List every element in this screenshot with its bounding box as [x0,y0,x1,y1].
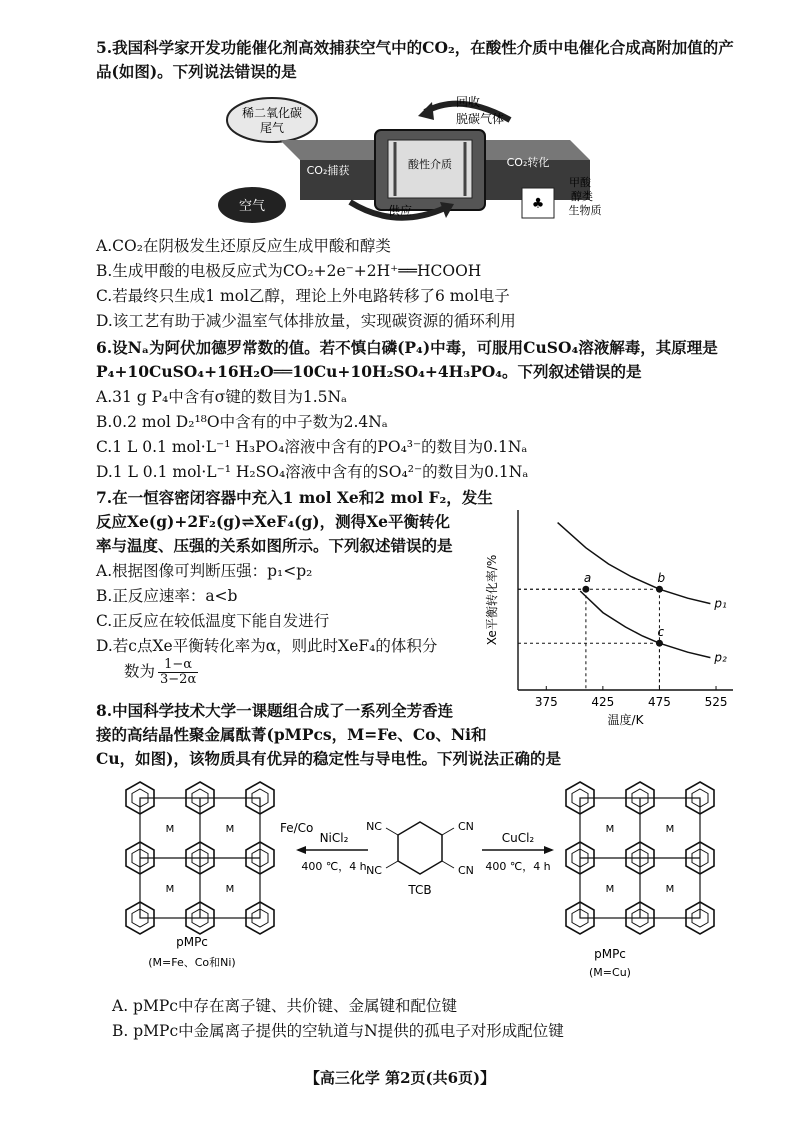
frac-denominator: 3−2α [160,672,197,687]
x-tick-label: 425 [591,695,615,709]
q7-stem-line2: 反应Xe(g)+2F₂(g)⇌XeF₄(g)，测得Xe平衡转化 [96,512,451,531]
q6-option-b: B.0.2 mol D₂¹⁸O中含有的中子数为2.4Nₐ [96,413,388,431]
convert-label: CO₂转化 [506,156,550,169]
nc-label: NC [366,864,382,877]
cond-right: 400 ℃，4 h [485,860,551,873]
q8-stem-line1: 8.中国科学技术大学一课题组合成了一系列全芳香连 [96,701,454,720]
left-polymer-structure [126,782,274,934]
cn-label: CN [458,820,474,833]
supply-label: 供应 [387,204,413,218]
q8-stem-line3: Cu，如图)，该物质具有优异的稳定性与导电性。下列说法正确的是 [96,749,561,768]
svg-text:♣: ♣ [531,196,545,212]
reagent-nicl2: NiCl₂ [319,831,349,845]
metal-center: M [605,824,615,835]
series-label: p₂ [714,650,727,665]
q7-stem-line3: 率与温度、压强的关系如图所示。下列叙述错误的是 [96,536,453,555]
q7-option-b: B.正反应速率：a<b [96,587,238,605]
q5-option-a: A.CO₂在阴极发生还原反应生成甲酸和醇类 [96,237,391,255]
point-b [656,586,663,593]
acid-label: 酸性介质 [408,158,452,171]
left-product-name: pMPc [176,935,208,949]
xe-conversion-chart [478,500,743,740]
co2-process-diagram [210,90,610,230]
q5-option-c: C.若最终只生成1 mol乙醇，理论上外电路转移了6 mol电子 [96,287,510,305]
product-biomass: 生物质 [568,204,602,217]
q7-stem-line1: 7.在一恒容密闭容器中充入1 mol Xe和2 mol F₂，发生 [96,488,493,507]
x-tick-label: 525 [704,695,728,709]
point-c [656,640,663,647]
q6-option-c: C.1 L 0.1 mol·L⁻¹ H₃PO₄溶液中含有的PO₄³⁻的数目为0.1Nₐ [96,438,528,456]
q7-option-a: A.根据图像可判断压强：p₁<p₂ [96,562,313,580]
q6-stem-line1: 6.设Nₐ为阿伏加德罗常数的值。若不慎白磷(P₄)中毒，可服用CuSO₄溶液解毒，其原理是 [96,338,718,357]
q8-option-b: B. pMPc中金属离子提供的空轨道与N提供的孤电子对形成配位键 [112,1022,564,1040]
q5-option-b: B.生成甲酸的电极反应式为CO₂+2e⁻+2H⁺══HCOOH [96,262,482,280]
x-tick-label: 375 [534,695,558,709]
metal-center: M [665,884,675,895]
cloud-diluted-co2 [227,98,317,142]
recycle-label: 回收 [455,95,481,109]
q8-option-a: A. pMPc中存在离子键、共价键、金属键和配位键 [112,997,457,1015]
q7-option-c: C.正反应在较低温度下能自发进行 [96,612,330,630]
metal-center: M [665,824,675,835]
q6-option-a: A.31 g P₄中含有σ键的数目为1.5Nₐ [96,388,348,406]
cloud-label: 稀二氧化碳 [241,106,303,120]
q5-stem-line1: 5.我国科学家开发功能催化剂高效捕获空气中的CO₂，在酸性介质中电催化合成高附加值的产 [96,38,734,57]
metal-center: M [165,824,175,835]
q5-option-d: D.该工艺有助于减少温室气体排放量，实现碳资源的循环利用 [96,312,516,330]
product-formic: 甲酸 [569,176,591,189]
right-product-name: pMPc [594,947,626,961]
q8-stem-line2: 接的高结晶性聚金属酞菁(pMPcs，M=Fe、Co、Ni和 [96,725,487,744]
q7-option-d: D.若c点Xe平衡转化率为α，则此时XeF₄的体积分 [96,637,438,655]
series-line-2 [580,591,710,658]
pmpc-synthesis-diagram [100,770,740,985]
point-label: c [657,625,665,640]
left-product-sub: (M=Fe、Co和Ni) [148,956,236,969]
metal-center: M [605,884,615,895]
right-polymer-structure [566,782,714,934]
metal-center: M [165,884,175,895]
air-label: 空气 [238,199,266,214]
q7-option-d-cont [124,658,201,687]
reagent-cucl2: CuCl₂ [501,831,535,845]
page-footer: 【高三化学 第2页(共6页)】 [304,1069,496,1087]
x-axis-label: 温度/K [607,713,644,727]
cond-left: 400 ℃，4 h [301,860,367,873]
point-label: a [583,571,592,586]
metal-center: M [225,824,235,835]
nc-label: NC [366,820,382,833]
q6-option-d: D.1 L 0.1 mol·L⁻¹ H₂SO₄溶液中含有的SO₄²⁻的数目为0.1Nₐ [96,463,529,481]
right-product-sub: (M=Cu) [589,966,631,979]
capture-label: CO₂捕获 [306,164,350,177]
product-alcohol: 醇类 [571,190,593,203]
tcb-molecule [386,822,454,874]
x-tick-label: 475 [647,695,671,709]
q7-frac-prefix: 数为 [124,662,156,681]
q5-stem-line2: 品(如图)。下列说法错误的是 [96,62,297,81]
frac-numerator: 1−α [158,658,198,673]
left-metal-label: Fe/Co [280,821,314,835]
point-label: b [657,571,666,586]
decarbon-label: 脱碳气体 [455,112,505,126]
tcb-label: TCB [408,883,432,897]
cn-label: CN [458,864,474,877]
y-axis-label: Xe平衡转化率/% [485,554,499,646]
series-label: p₁ [714,596,727,611]
metal-center: M [225,884,235,895]
q6-stem-line2: P₄+10CuSO₄+16H₂O══10Cu+10H₂SO₄+4H₃PO₄。下列叙述错误的是 [96,362,642,381]
q7-fraction [158,658,198,687]
cloud-label-2: 尾气 [259,121,285,135]
